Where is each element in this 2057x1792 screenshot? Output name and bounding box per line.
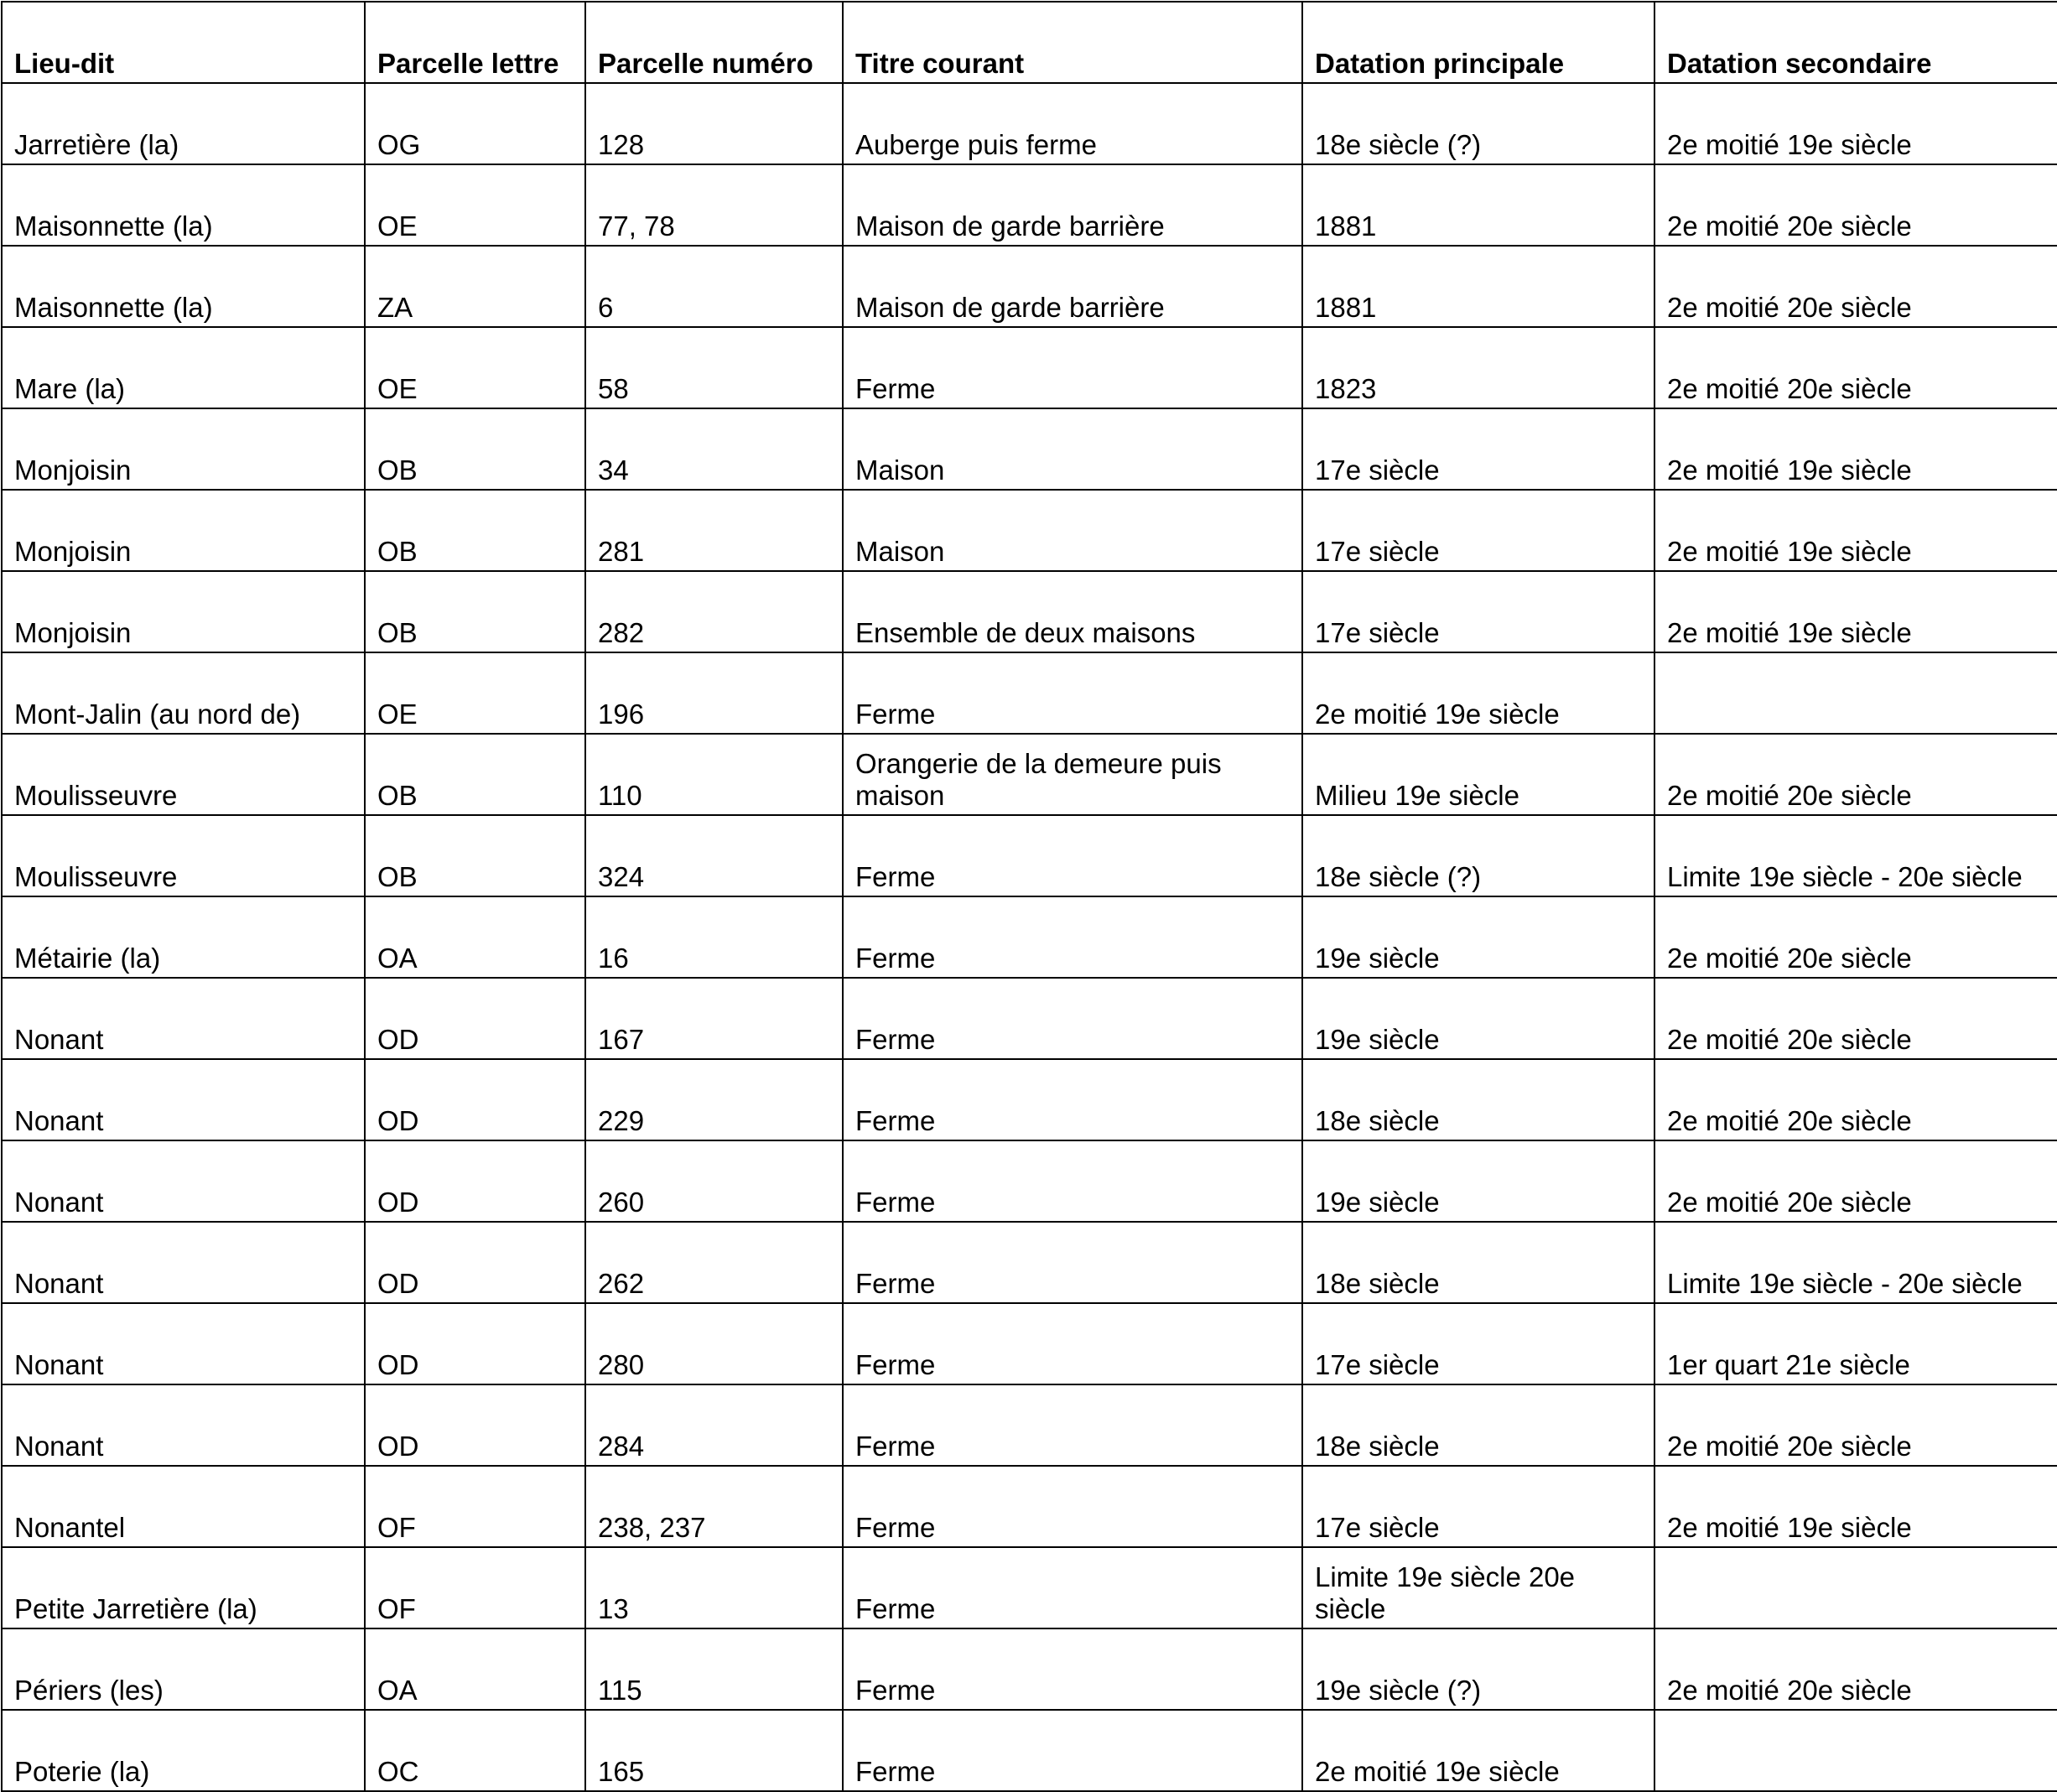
- parcelle-numero-cell: 281: [585, 490, 843, 571]
- table-row: [2, 327, 2057, 408]
- parcelle-lettre-cell: OE: [365, 327, 585, 408]
- lieu-dit-cell: Périers (les): [2, 1628, 365, 1710]
- datation-secondaire-cell: 2e moitié 20e siècle: [1654, 978, 2057, 1059]
- datation-principale-cell: 17e siècle: [1302, 571, 1654, 652]
- datation-principale-cell: 2e moitié 19e siècle: [1302, 1710, 1654, 1791]
- table-row: [2, 164, 2057, 246]
- table-row: [2, 246, 2057, 327]
- datation-principale-cell: 1881: [1302, 164, 1654, 246]
- parcelle-lettre-cell: OD: [365, 1140, 585, 1222]
- titre-courant-cell: Ferme: [843, 815, 1302, 896]
- datation-principale-cell: 18e siècle: [1302, 1384, 1654, 1466]
- table-row: [2, 1222, 2057, 1303]
- lieu-dit-cell: Maisonnette (la): [2, 164, 365, 246]
- lieu-dit-cell: Mare (la): [2, 327, 365, 408]
- titre-courant-cell: Ferme: [843, 1628, 1302, 1710]
- datation-secondaire-cell: 2e moitié 19e siècle: [1654, 408, 2057, 490]
- lieu-dit-cell: Monjoisin: [2, 408, 365, 490]
- parcelle-lettre-cell: ZA: [365, 246, 585, 327]
- parcelle-numero-cell: 128: [585, 83, 843, 164]
- datation-secondaire-cell: 2e moitié 20e siècle: [1654, 896, 2057, 978]
- parcelle-lettre-cell: OG: [365, 83, 585, 164]
- parcelle-numero-cell: 77, 78: [585, 164, 843, 246]
- parcelle-lettre-cell: OC: [365, 1710, 585, 1791]
- datation-secondaire-cell: 2e moitié 19e siècle: [1654, 571, 2057, 652]
- titre-courant-cell: Ferme: [843, 1059, 1302, 1140]
- datation-principale-cell: 1881: [1302, 246, 1654, 327]
- lieu-dit-cell: Jarretière (la): [2, 83, 365, 164]
- lieu-dit-cell: Petite Jarretière (la): [2, 1547, 365, 1628]
- lieu-dit-cell: Nonant: [2, 1140, 365, 1222]
- datation-secondaire-cell: 2e moitié 20e siècle: [1654, 1628, 2057, 1710]
- lieu-dit-cell: Poterie (la): [2, 1710, 365, 1791]
- column-header-lieu-dit: Lieu-dit: [2, 2, 365, 83]
- parcelle-lettre-cell: OE: [365, 652, 585, 734]
- datation-secondaire-cell: 2e moitié 19e siècle: [1654, 83, 2057, 164]
- titre-courant-cell: Maison de garde barrière: [843, 246, 1302, 327]
- parcelle-lettre-cell: OB: [365, 408, 585, 490]
- table-row: [2, 490, 2057, 571]
- titre-courant-cell: Ferme: [843, 1384, 1302, 1466]
- table-header: [2, 2, 2057, 83]
- parcelle-numero-cell: 284: [585, 1384, 843, 1466]
- table-row: [2, 83, 2057, 164]
- datation-secondaire-cell: 2e moitié 20e siècle: [1654, 164, 2057, 246]
- datation-principale-cell: 17e siècle: [1302, 490, 1654, 571]
- parcelle-lettre-cell: OD: [365, 1059, 585, 1140]
- datation-principale-cell: 19e siècle: [1302, 1140, 1654, 1222]
- titre-courant-cell: Ensemble de deux maisons: [843, 571, 1302, 652]
- table-row: [2, 571, 2057, 652]
- column-header-parcelle-lettre: Parcelle lettre: [365, 2, 585, 83]
- datation-principale-cell: 17e siècle: [1302, 1466, 1654, 1547]
- table-row: [2, 978, 2057, 1059]
- table-row: [2, 1628, 2057, 1710]
- datation-principale-cell: 19e siècle (?): [1302, 1628, 1654, 1710]
- titre-courant-cell: Ferme: [843, 1303, 1302, 1384]
- titre-courant-cell: Maison: [843, 408, 1302, 490]
- table-row: [2, 1466, 2057, 1547]
- titre-courant-cell: Maison: [843, 490, 1302, 571]
- parcelle-lettre-cell: OB: [365, 815, 585, 896]
- datation-principale-cell: 19e siècle: [1302, 896, 1654, 978]
- titre-courant-cell: Maison de garde barrière: [843, 164, 1302, 246]
- datation-secondaire-cell: 2e moitié 20e siècle: [1654, 246, 2057, 327]
- parcelle-numero-cell: 6: [585, 246, 843, 327]
- titre-courant-cell: Ferme: [843, 896, 1302, 978]
- parcelle-numero-cell: 115: [585, 1628, 843, 1710]
- parcelle-numero-cell: 13: [585, 1547, 843, 1628]
- table-row: [2, 1059, 2057, 1140]
- datation-secondaire-cell: [1654, 1710, 2057, 1791]
- datation-secondaire-cell: Limite 19e siècle - 20e siècle: [1654, 1222, 2057, 1303]
- parcelle-lettre-cell: OA: [365, 896, 585, 978]
- column-header-datation-principale: Datation principale: [1302, 2, 1654, 83]
- parcelle-lettre-cell: OD: [365, 1384, 585, 1466]
- parcelle-numero-cell: 282: [585, 571, 843, 652]
- parcelle-lettre-cell: OF: [365, 1547, 585, 1628]
- lieu-dit-cell: Moulisseuvre: [2, 734, 365, 815]
- parcelle-lettre-cell: OD: [365, 1222, 585, 1303]
- parcelle-numero-cell: 324: [585, 815, 843, 896]
- parcelle-lettre-cell: OD: [365, 1303, 585, 1384]
- titre-courant-cell: Ferme: [843, 1466, 1302, 1547]
- titre-courant-cell: Ferme: [843, 652, 1302, 734]
- lieu-dit-cell: Nonant: [2, 978, 365, 1059]
- datation-secondaire-cell: 2e moitié 20e siècle: [1654, 1384, 2057, 1466]
- lieu-dit-cell: Nonant: [2, 1222, 365, 1303]
- header-row: [2, 2, 2057, 83]
- datation-principale-cell: 18e siècle (?): [1302, 83, 1654, 164]
- lieu-dit-cell: Moulisseuvre: [2, 815, 365, 896]
- titre-courant-cell: Ferme: [843, 1547, 1302, 1628]
- datation-secondaire-cell: 2e moitié 19e siècle: [1654, 490, 2057, 571]
- lieu-dit-cell: Nonant: [2, 1384, 365, 1466]
- table-row: [2, 408, 2057, 490]
- datation-secondaire-cell: Limite 19e siècle - 20e siècle: [1654, 815, 2057, 896]
- parcelle-numero-cell: 167: [585, 978, 843, 1059]
- datation-principale-cell: 19e siècle: [1302, 978, 1654, 1059]
- parcelle-lettre-cell: OB: [365, 571, 585, 652]
- datation-secondaire-cell: 2e moitié 20e siècle: [1654, 1059, 2057, 1140]
- lieu-dit-cell: Maisonnette (la): [2, 246, 365, 327]
- table-row: [2, 1384, 2057, 1466]
- datation-principale-cell: 17e siècle: [1302, 1303, 1654, 1384]
- titre-courant-cell: Ferme: [843, 978, 1302, 1059]
- lieu-dit-cell: Nonant: [2, 1303, 365, 1384]
- datation-principale-cell: Milieu 19e siècle: [1302, 734, 1654, 815]
- parcelle-numero-cell: 58: [585, 327, 843, 408]
- parcelle-lettre-cell: OD: [365, 978, 585, 1059]
- table-row: [2, 1547, 2057, 1628]
- datation-secondaire-cell: [1654, 1547, 2057, 1628]
- lieu-dit-cell: Monjoisin: [2, 490, 365, 571]
- table-row: [2, 815, 2057, 896]
- lieu-dit-cell: Monjoisin: [2, 571, 365, 652]
- lieu-dit-cell: Métairie (la): [2, 896, 365, 978]
- datation-principale-cell: 18e siècle: [1302, 1059, 1654, 1140]
- datation-principale-cell: 2e moitié 19e siècle: [1302, 652, 1654, 734]
- column-header-datation-secondaire: Datation secondaire: [1654, 2, 2057, 83]
- table-row: [2, 1140, 2057, 1222]
- datation-principale-cell: 1823: [1302, 327, 1654, 408]
- parcelle-numero-cell: 260: [585, 1140, 843, 1222]
- parcelle-lettre-cell: OB: [365, 734, 585, 815]
- titre-courant-cell: Ferme: [843, 1710, 1302, 1791]
- datation-secondaire-cell: 2e moitié 19e siècle: [1654, 1466, 2057, 1547]
- parcelle-numero-cell: 16: [585, 896, 843, 978]
- table-row: [2, 652, 2057, 734]
- datation-principale-cell: 17e siècle: [1302, 408, 1654, 490]
- lieu-dit-cell: Nonantel: [2, 1466, 365, 1547]
- titre-courant-cell: Ferme: [843, 1222, 1302, 1303]
- datation-principale-cell: 18e siècle (?): [1302, 815, 1654, 896]
- parcelle-numero-cell: 34: [585, 408, 843, 490]
- datation-secondaire-cell: 1er quart 21e siècle: [1654, 1303, 2057, 1384]
- datation-secondaire-cell: 2e moitié 20e siècle: [1654, 1140, 2057, 1222]
- lieu-dit-cell: Nonant: [2, 1059, 365, 1140]
- column-header-parcelle-numero: Parcelle numéro: [585, 2, 843, 83]
- table-row: [2, 896, 2057, 978]
- column-header-titre-courant: Titre courant: [843, 2, 1302, 83]
- titre-courant-cell: Orangerie de la demeure puis maison: [843, 734, 1302, 815]
- table-row: [2, 1710, 2057, 1791]
- parcelle-numero-cell: 110: [585, 734, 843, 815]
- parcelle-lettre-cell: OF: [365, 1466, 585, 1547]
- parcelle-numero-cell: 280: [585, 1303, 843, 1384]
- parcelle-numero-cell: 238, 237: [585, 1466, 843, 1547]
- parcelle-lettre-cell: OE: [365, 164, 585, 246]
- parcelle-lettre-cell: OB: [365, 490, 585, 571]
- table-body: [2, 83, 2057, 1791]
- parcelle-numero-cell: 165: [585, 1710, 843, 1791]
- inventory-table: [1, 1, 2057, 1792]
- datation-secondaire-cell: [1654, 652, 2057, 734]
- parcelle-numero-cell: 229: [585, 1059, 843, 1140]
- table-row: [2, 734, 2057, 815]
- parcelle-numero-cell: 262: [585, 1222, 843, 1303]
- titre-courant-cell: Ferme: [843, 1140, 1302, 1222]
- datation-secondaire-cell: 2e moitié 20e siècle: [1654, 327, 2057, 408]
- lieu-dit-cell: Mont-Jalin (au nord de): [2, 652, 365, 734]
- parcelle-numero-cell: 196: [585, 652, 843, 734]
- titre-courant-cell: Auberge puis ferme: [843, 83, 1302, 164]
- datation-principale-cell: 18e siècle: [1302, 1222, 1654, 1303]
- datation-secondaire-cell: 2e moitié 20e siècle: [1654, 734, 2057, 815]
- titre-courant-cell: Ferme: [843, 327, 1302, 408]
- parcelle-lettre-cell: OA: [365, 1628, 585, 1710]
- datation-principale-cell: Limite 19e siècle 20e siècle: [1302, 1547, 1654, 1628]
- table-row: [2, 1303, 2057, 1384]
